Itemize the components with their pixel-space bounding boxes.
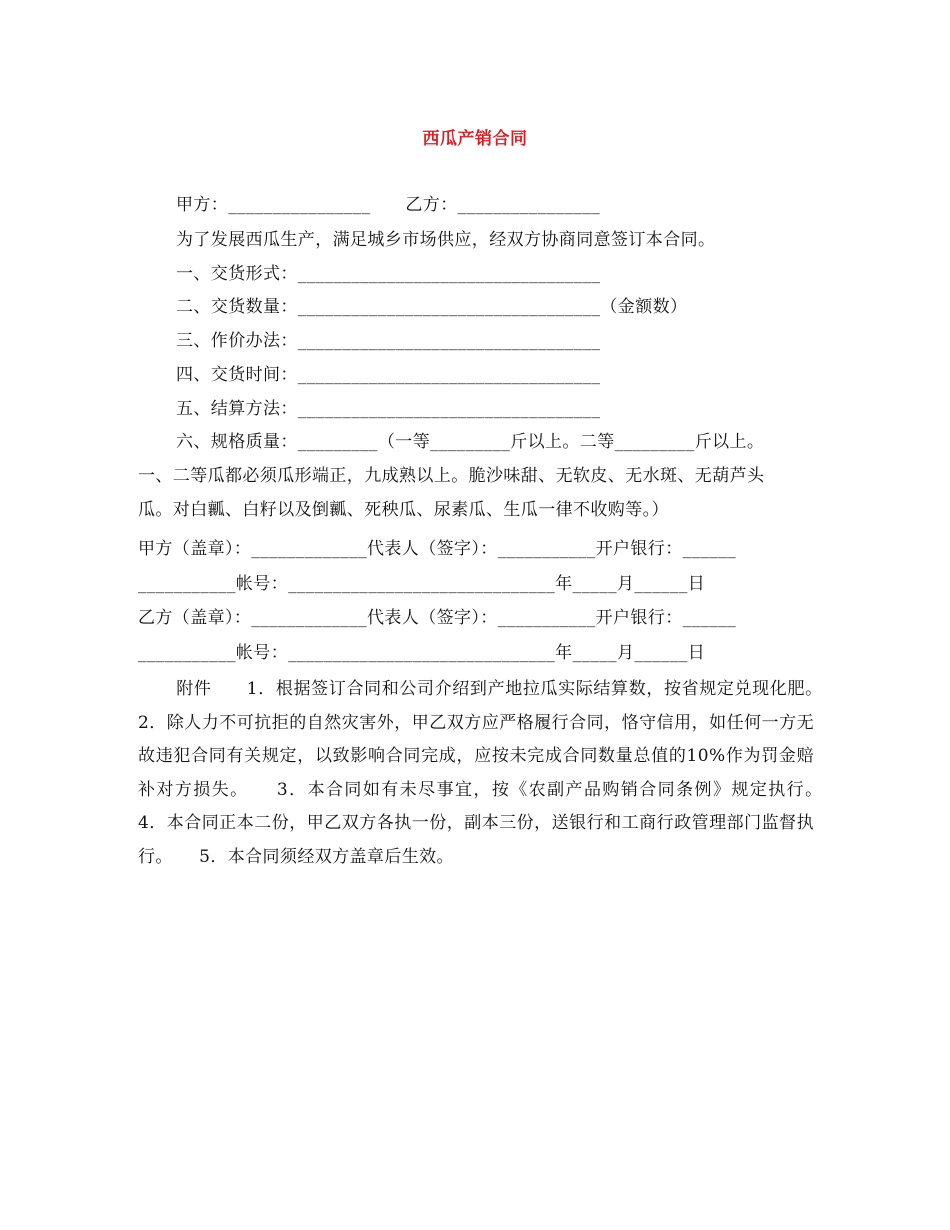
appendix-paragraph — [138, 673, 849, 874]
intro-text: 为了发展西瓜生产，满足城乡市场供应，经双方协商同意签订本合同。 — [176, 230, 716, 250]
clause-settlement-method: 五、结算方法：__________________________________ — [176, 399, 601, 419]
document-title: 西瓜产销合同 — [422, 129, 528, 149]
party-b-signature-line-2: ___________帐号：______________________________年_____月______日 — [138, 643, 706, 663]
clause-quality-line-2: 一、二等瓜都必须瓜形端正，九成熟以上。脆沙味甜、无软皮、无水斑、无葫芦头 — [138, 466, 765, 486]
party-a-signature-line-1: 甲方（盖章）：_____________代表人（签字）：___________开户银行：______ — [138, 539, 736, 559]
clause-delivery-quantity: 二、交货数量：__________________________________（金额数） — [176, 297, 688, 317]
party-b-signature-line-1: 乙方（盖章）：_____________代表人（签字）：___________开户银行：______ — [138, 608, 736, 628]
clause-pricing-method: 三、作价办法：__________________________________ — [176, 331, 601, 351]
clause-delivery-form: 一、交货形式：__________________________________ — [176, 264, 601, 284]
appendix-text: 附件 1．根据签订合同和公司介绍到产地拉瓜实际结算数，按省规定兑现化肥。 2．除人力不可抗拒的自然灾害外，甲乙双方应严格履行合同，恪守信用，如任何一方无故违犯合同有关规定，以致影响合同完成，应按未完成合同数量总值的10%作为罚金赔补对方损失。 3．本合同如有未尽事宜，按《农副产品购销合同条例》规定执行。 4．本合同正本二份，甲乙双方各执一份，副本三份，送银行和工商行政管理部门监督执行。 5．本合同须经双方盖章后生效。 — [138, 679, 849, 867]
clause-delivery-time: 四、交货时间：__________________________________ — [176, 365, 601, 385]
parties-line: 甲方：________________ 乙方：________________ — [176, 195, 600, 215]
party-a-signature-line-2: ___________帐号：______________________________年_____月______日 — [138, 574, 706, 594]
clause-quality-line-3: 瓜。对白瓤、白籽以及倒瓤、死秧瓜、尿素瓜、生瓜一律不收购等。） — [138, 500, 669, 520]
clause-quality-first-line: 六、规格质量：_________（一等_________斤以上。二等_________斤以上。 — [176, 432, 765, 452]
